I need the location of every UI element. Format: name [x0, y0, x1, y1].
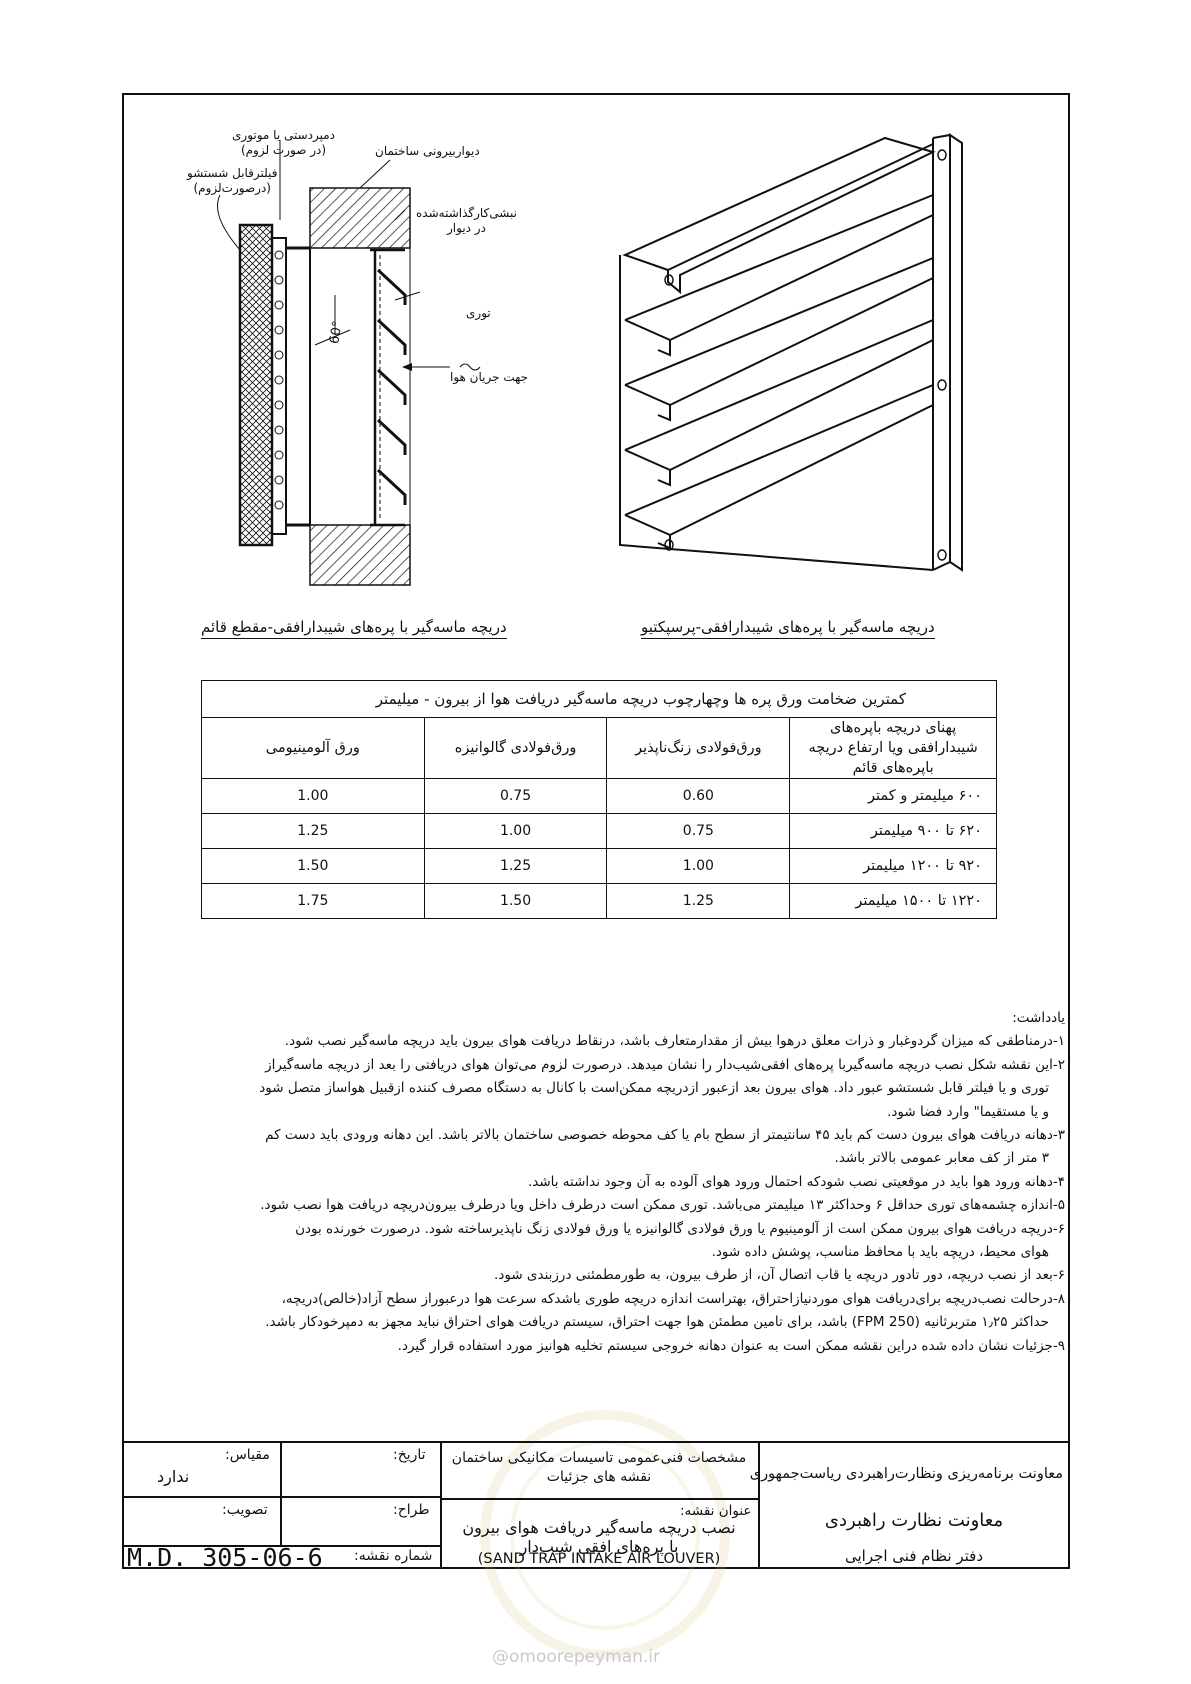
org-office: دفتر نظام فنی اجرایی — [844, 1547, 984, 1565]
note-line: توری و یا فیلتر قابل شستشو عبور داد. هوای بیرون بعد ازعبور ازدریچه ممکن‌است با کانال به دستگاه مصرف کننده ازقبیل هواساز متصل شود — [259, 1080, 1049, 1097]
note-line: ۵-اندازه چشمه‌های توری حداقل ۶ وحداکثر ۱۳ میلیمتر می‌باشد. توری ممکن است درطرف داخل ویا درطرف بیرون‌دریچه دریافت هوا نصب شود. — [260, 1197, 1065, 1214]
table-row — [202, 814, 997, 849]
drawing-name-label: عنوان نقشه: — [680, 1503, 752, 1519]
spec-subtitle: نقشه های جزئیات — [546, 1469, 652, 1485]
table-row — [202, 849, 997, 884]
embedded-angle-label: نبشی‌کارگذاشته‌شده در دیوار — [416, 206, 517, 235]
stainless-cell: 1.00 — [607, 849, 790, 884]
drawing-number: M.D. 305-06-6 — [127, 1543, 323, 1572]
drawing-name-line2: با پره‌های افقی شیب‌دار — [519, 1537, 679, 1556]
outer-wall-label: دیواربیرونی ساختمان — [375, 144, 480, 158]
org-department: معاونت نظارت راهبردی — [824, 1510, 1004, 1531]
note-line: ۶-دریچه دریافت هوای بیرون ممکن است از آلومینیوم یا ورق فولادی گالوانیزه یا ورق فولادی زنگ ناپذیرساخته شود. درصورت خورنده بودن — [295, 1220, 1065, 1237]
note-line: ۱-درمناطقی که میزان گردوغبار و ذرات معلق درهوا بیش از مقدارمتعارف باشد، درنقاط دریافت هوای بیرون باید دریچه ماسه‌گیر نصب شود. — [284, 1033, 1065, 1050]
table-title: کمترین ضخامت ورق پره ها وچهارچوب دریچه ماسه‌گیر دریافت هوا از بیرون - میلیمتر — [202, 681, 997, 718]
aluminum-cell: 1.75 — [202, 884, 425, 919]
note-line: ۳ متر از کف معابر عمومی بالاتر باشد. — [834, 1150, 1049, 1167]
note-line: ۳-دهانه دریافت هوای بیرون دست کم باید ۴۵ سانتیمتر از سطح بام یا کف محوطه خصوصی ساختمان بالاتر باشد. این دهانه ورودی باید دست کم — [265, 1127, 1065, 1144]
note-line: حداکثر ۱٫۲۵ متربرثانیه (250 FPM) باشد، برای تامین مطمئن هوا جهت احتراق، سیستم دریافت هوای احتراق نباید مجهز به دمپرخودکار باشد. — [265, 1314, 1049, 1331]
galvanized-cell: 1.25 — [424, 849, 607, 884]
header-size: پهنای دریچه باپره‌های شیبدارافقی ویا ارتفاع دریچه باپره‌های قائم — [790, 718, 997, 779]
screen-label: توری — [466, 306, 491, 320]
note-line: ۲-این نقشه شکل نصب دریچه ماسه‌گیربا پره‌های افقی‌شیب‌دار را نشان میدهد. درصورت لزوم می‌توان هوای دریافتی را بعد از دریچه ماسه‌گیراز — [265, 1056, 1065, 1073]
table-row — [202, 779, 997, 814]
filter-label: فیلترقابل شستشو (درصورت‌لزوم) — [187, 166, 278, 195]
galvanized-cell: 1.00 — [424, 814, 607, 849]
drawing-name-line1: نصب دریچه ماسه‌گیر دریافت هوای بیرون — [462, 1518, 736, 1537]
scale-label: مقیاس: — [225, 1447, 270, 1463]
date-label: تاریخ: — [393, 1447, 426, 1463]
table-header-row — [202, 718, 997, 779]
aluminum-cell: 1.00 — [202, 779, 425, 814]
notes — [135, 1007, 1065, 1358]
watermark-text: @omoorepeyman.ir — [492, 1647, 661, 1667]
header-galvanized: ورق‌فولادی گالوانیزه — [424, 718, 607, 779]
stainless-cell: 0.60 — [607, 779, 790, 814]
note-line: ۹-جزئیات نشان داده شده دراین نقشه ممکن است به عنوان دهانه خروجی سیستم تخلیه هوانیز مورد استفاده قرار گیرد. — [397, 1337, 1065, 1354]
damper-label: دمپردستی یا موتوری (در صورت لزوم) — [232, 128, 336, 157]
notes-heading: یادداشت: — [1012, 1010, 1065, 1026]
note-line: و یا مستقیما" وارد فضا شود. — [887, 1103, 1049, 1120]
thickness-table — [201, 680, 997, 919]
spec-title: مشخصات فنی‌عمومی تاسیسات مکانیکی ساختمان — [451, 1450, 747, 1466]
galvanized-cell: 0.75 — [424, 779, 607, 814]
size-cell: ۶۲۰ تا ۹۰۰ میلیمتر — [790, 814, 997, 849]
size-cell: ۶۰۰ میلیمتر و کمتر — [790, 779, 997, 814]
size-cell: ۹۲۰ تا ۱۲۰۰ میلیمتر — [790, 849, 997, 884]
stainless-cell: 0.75 — [607, 814, 790, 849]
caption-perspective: دریچه ماسه‌گیر با پره‌های شیبدارافقی-پرسپکتیو — [641, 618, 935, 639]
designer-label: طراح: — [393, 1502, 430, 1518]
caption-section: دریچه ماسه‌گیر با پره‌های شیبدارافقی-مقطع قائم — [201, 618, 507, 639]
note-line: هوای محیط، دریچه باید با محافظ مناسب، پوشش داده شود. — [711, 1244, 1049, 1261]
table-row — [202, 884, 997, 919]
galvanized-cell: 1.50 — [424, 884, 607, 919]
perspective-drawing — [615, 130, 985, 590]
note-line: ۶-بعد از نصب دریچه، دور تادور دریچه یا قاب اتصال آن، از طرف بیرون، به طورمطمئنی درزبندی شود. — [494, 1267, 1065, 1284]
note-line: ۸-درحالت نصب‌دریچه برای‌دریافت هوای موردنیازاحتراق، بهتراست اندازه دریچه طوری باشدکه سرعت هوا درعبوراز سطح آزاد(خالص)دریچه، — [281, 1290, 1065, 1307]
angle-label: 60° — [327, 319, 346, 346]
aluminum-cell: 1.50 — [202, 849, 425, 884]
aluminum-cell: 1.25 — [202, 814, 425, 849]
stainless-cell: 1.25 — [607, 884, 790, 919]
drawing-number-label: شماره نقشه: — [354, 1548, 433, 1564]
org-name: معاونت برنامه‌ریزی ونظارت‌راهبردی ریاست‌جمهوری — [749, 1466, 1063, 1482]
size-cell: ۱۲۲۰ تا ۱۵۰۰ میلیمتر — [790, 884, 997, 919]
header-stainless: ورق‌فولادی زنگ‌ناپذیر — [607, 718, 790, 779]
table-title-row — [202, 681, 997, 718]
airflow-label: جهت جریان هوا — [450, 370, 529, 384]
approval-label: تصویب: — [222, 1502, 268, 1518]
note-line: ۴-دهانه ورود هوا باید در موقعیتی نصب شودکه احتمال ورود هوای آلوده به آن وجود نداشته باشد. — [527, 1173, 1065, 1190]
scale-value: ندارد — [157, 1467, 190, 1486]
header-aluminum: ورق آلومینیومی — [202, 718, 425, 779]
drawing-name-english: (SAND TRAP INTAKE AIR LOUVER) — [477, 1551, 721, 1567]
